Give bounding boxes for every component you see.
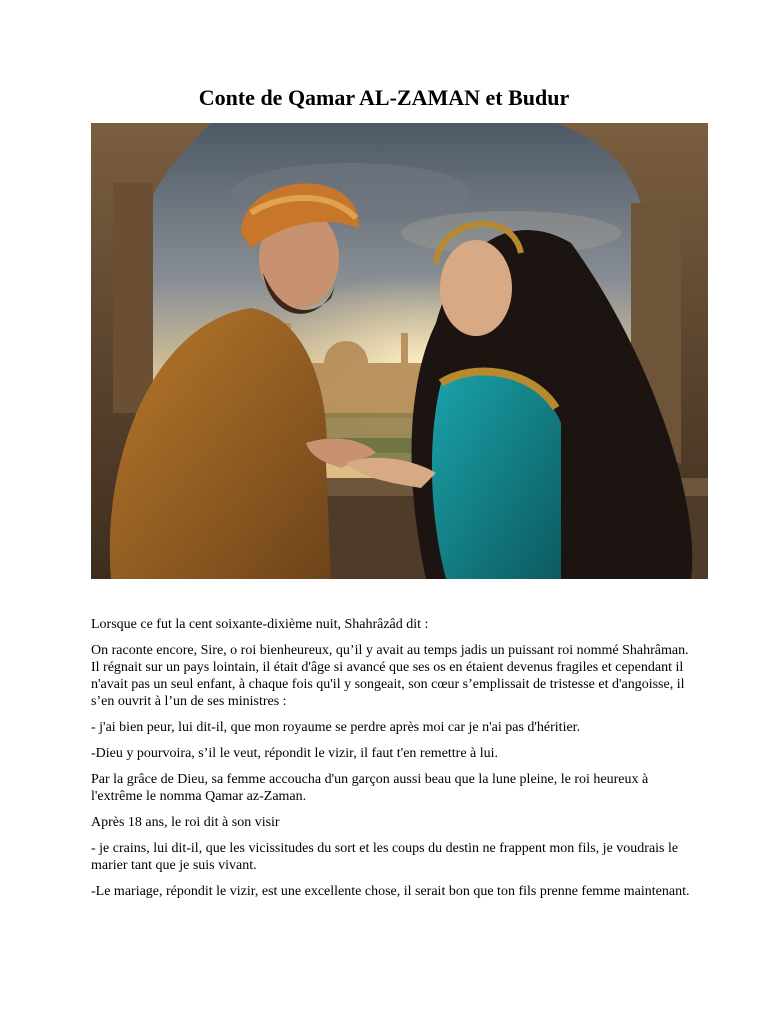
page-title: Conte de Qamar AL-ZAMAN et Budur [198, 85, 570, 110]
paragraph: - j'ai bien peur, lui dit-il, que mon royaume se perdre après moi car je n'ai pas d'héritier. [91, 720, 581, 735]
paragraph: -Le mariage, répondit le vizir, est une excellente chose, il serait bon que ton fils prenne femme maintenant. [91, 884, 690, 899]
illustration-image [91, 123, 708, 579]
paragraph: -Dieu y pourvoira, s’il le veut, répondit le vizir, il faut t'en remettre à lui. [91, 746, 499, 761]
paragraph: Après 18 ans, le roi dit à son visir [91, 815, 280, 830]
story-text [91, 616, 691, 909]
paragraph: - je crains, lui dit-il, que les vicissitudes du sort et les coups du destin ne frappent mon fils, je voudrais le marier tant que je suis vivant. [91, 841, 679, 873]
paragraph: Par la grâce de Dieu, sa femme accoucha d'un garçon aussi beau que la lune pleine, le roi heureux à l'extrême le nomma Qamar az-Zaman. [91, 772, 649, 804]
paragraph: On raconte encore, Sire, o roi bienheureux, qu’il y avait au temps jadis un puissant roi nommé Shahrâman. Il régnait sur un pays lointain, il était d'âge si avancé que ses os en étaient devenus fragiles et cependant il n'avait pas un seul enfant, à chaque fois qu'il y songeait, son cœur s’emplissait de tristesse et d'angoisse, il s’en ouvrit à l’un de ses ministres : [91, 643, 689, 709]
paragraph: Lorsque ce fut la cent soixante-dixième nuit, Shahrâzâd dit : [91, 617, 429, 632]
